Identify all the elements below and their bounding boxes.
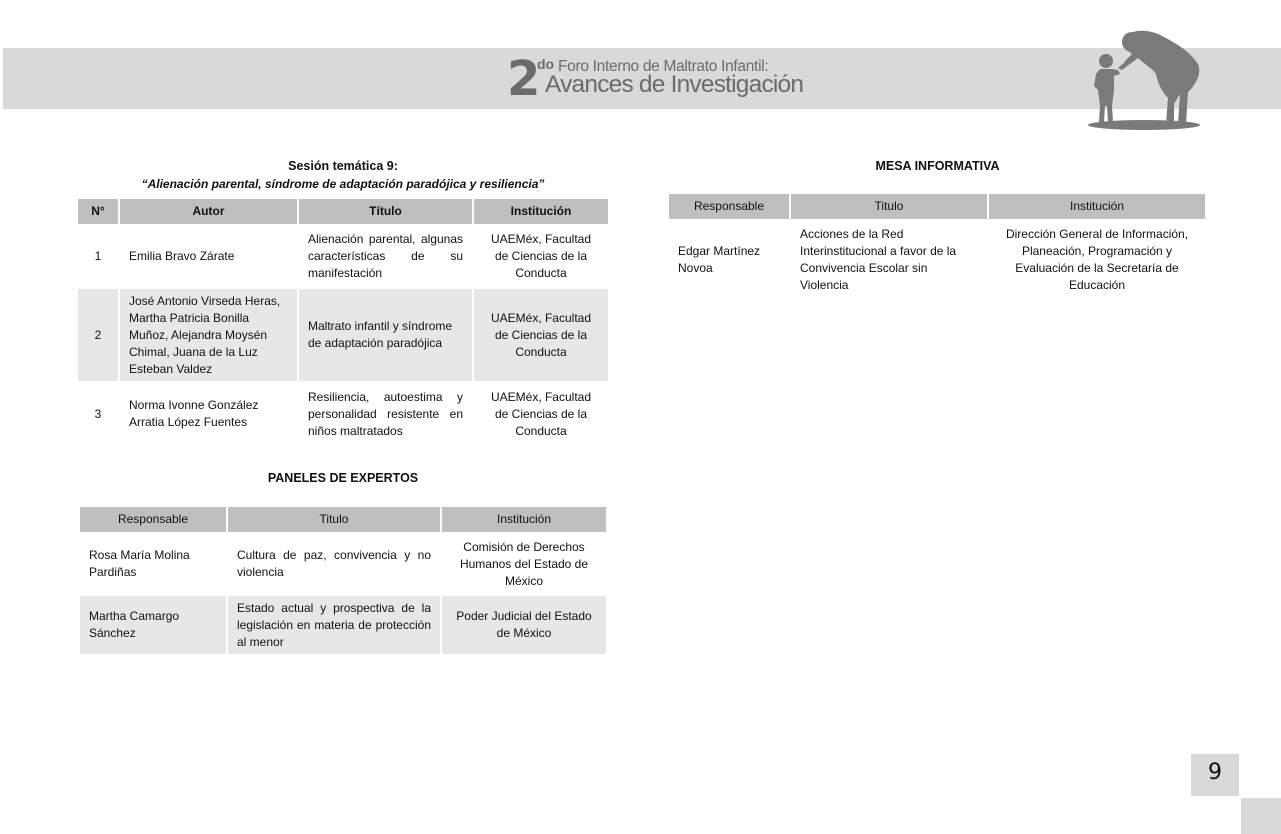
table-row <box>669 221 1205 299</box>
table-row <box>78 383 608 445</box>
col-header-institucion: Institución <box>989 194 1205 219</box>
row-institucion: Poder Judicial del Estado de México <box>442 596 606 654</box>
mesa-table-header <box>669 194 1205 219</box>
col-header-titulo: Título <box>299 199 472 224</box>
panels-table <box>78 505 608 656</box>
col-header-institucion: Institución <box>474 199 608 224</box>
forum-number-superscript: do <box>537 56 555 72</box>
row-institucion: UAEMéx, Facultad de Ciencias de la Conducta <box>490 232 592 280</box>
forum-title-line1: Foro Interno de Maltrato Infantil: <box>558 58 769 75</box>
row-institucion: UAEMéx, Facultad de Ciencias de la Conducta <box>474 289 608 381</box>
page-number: 9 <box>1191 754 1239 796</box>
row-institucion: UAEMéx, Facultad de Ciencias de la Conducta <box>490 389 592 438</box>
table-row <box>80 534 606 594</box>
row-titulo: Maltrato infantil y síndrome de adaptación paradójica <box>299 289 472 381</box>
forum-title <box>507 51 837 107</box>
col-header-responsable: Responsable <box>669 194 789 219</box>
col-header-responsable: Responsable <box>80 507 226 532</box>
table-row <box>78 226 608 287</box>
row-responsable: Martha Camargo Sánchez <box>80 596 226 654</box>
row-titulo: Acciones de la Red Interinstitucional a favor de la Convivencia Escolar sin Violencia <box>800 227 957 292</box>
row-responsable: Rosa María Molina Pardiñas <box>89 548 190 579</box>
row-num: 1 <box>94 249 102 263</box>
col-header-titulo: Titulo <box>791 194 987 219</box>
session-title: Sesión temática 9: <box>288 159 398 173</box>
col-header-num: N° <box>78 199 118 224</box>
row-num: 3 <box>94 406 102 421</box>
panels-title: PANELES DE EXPERTOS <box>267 471 419 485</box>
row-institucion: Comisión de Derechos Humanos del Estado de México <box>459 539 589 588</box>
row-titulo: Cultura de paz, convivencia y no violencia <box>237 548 431 579</box>
forum-title-line2: Avances de Investigación <box>545 71 804 98</box>
session-table-header <box>78 199 608 224</box>
session-subtitle: “Alienación parental, síndrome de adaptación paradójica y resiliencia” <box>141 177 545 191</box>
panels-table-header <box>80 507 606 532</box>
corner-decoration <box>1241 798 1281 834</box>
col-header-institucion: Institución <box>442 507 606 532</box>
session-table <box>76 197 610 447</box>
row-autor: Norma Ivonne González Arratia López Fuentes <box>129 398 259 429</box>
row-institucion: Dirección General de Información, Planeación, Programación y Evaluación de la Secretaría de Educación <box>1005 227 1189 292</box>
adult-child-silhouette-icon <box>1082 28 1208 132</box>
table-row <box>80 596 606 654</box>
row-titulo: Estado actual y prospectiva de la legislación en materia de protección al menor <box>228 596 440 654</box>
row-autor: Emilia Bravo Zárate <box>129 249 235 263</box>
row-num: 2 <box>78 289 118 381</box>
mesa-title: MESA INFORMATIVA <box>875 159 1000 173</box>
col-header-autor: Autor <box>120 199 297 224</box>
row-responsable: Edgar Martínez Novoa <box>678 244 761 275</box>
table-row <box>78 289 608 381</box>
row-autor: José Antonio Virseda Heras, Martha Patricia Bonilla Muñoz, Alejandra Moysén Chimal, Juana de la Luz Esteban Valdez <box>120 289 297 381</box>
col-header-titulo: Titulo <box>228 507 440 532</box>
forum-number: 2 <box>507 51 540 107</box>
row-titulo: Alienación parental, algunas características de su manifestación <box>308 232 463 280</box>
mesa-table <box>667 192 1207 301</box>
row-titulo: Resiliencia, autoestima y personalidad resistente en niños maltratados <box>308 389 463 438</box>
